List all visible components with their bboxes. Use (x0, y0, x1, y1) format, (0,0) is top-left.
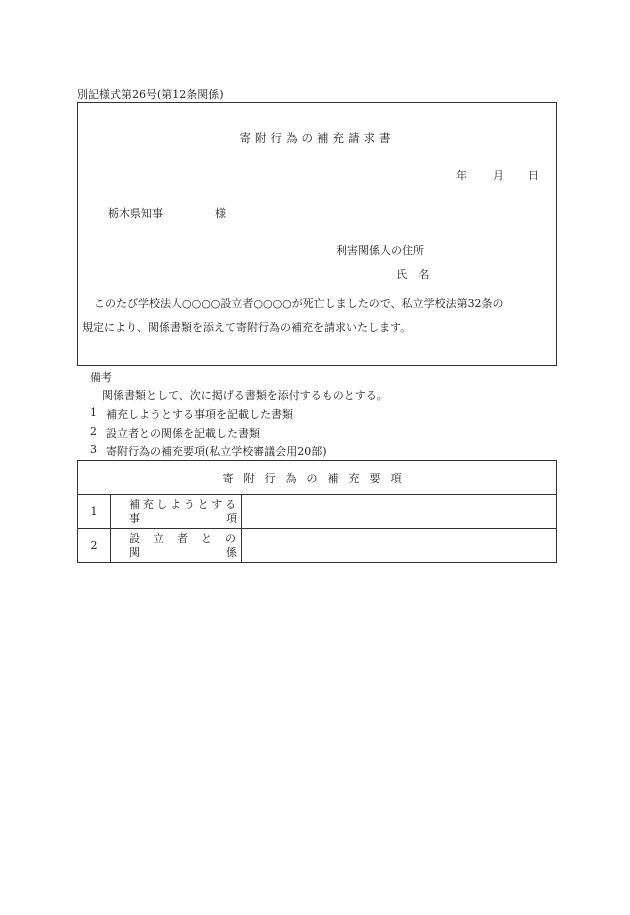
row-label-line2: 事項 (129, 511, 237, 525)
request-title: 寄附行為の補充請求書 (239, 131, 395, 145)
notes-heading: 備考 (90, 371, 112, 384)
request-form-box (77, 102, 557, 366)
date-year: 年 (456, 169, 467, 182)
row-number: 1 (78, 495, 111, 529)
address-label: 利害関係人の住所 (336, 244, 424, 257)
notes-item-text: 設立者との関係を記載した書類 (106, 427, 260, 440)
addressee: 栃木県知事 (108, 207, 163, 220)
table-row (78, 529, 557, 563)
notes-item-no: 1 (90, 406, 97, 419)
addressee-suffix: 様 (215, 207, 226, 220)
notes-item-text: 補充しようとする事項を記載した書類 (106, 408, 293, 421)
name-label: 氏 名 (396, 268, 434, 281)
row-label (111, 495, 242, 529)
row-label-line1: 設立者との (129, 531, 237, 545)
body-line-1: このたび学校法人○○○○設立者○○○○が死亡しましたので、私立学校法第32条の (94, 297, 504, 310)
table-header-row (78, 461, 557, 495)
row-value-field[interactable] (242, 495, 557, 529)
row-label-line1: 補充しようとする (129, 497, 237, 511)
row-label (111, 529, 242, 563)
row-value-field[interactable] (242, 529, 557, 563)
notes-item-no: 2 (90, 425, 97, 438)
date-month: 月 (493, 169, 504, 182)
date-day: 日 (528, 169, 539, 182)
form-number: 別記様式第26号(第12条関係) (77, 88, 224, 101)
notes-item-no: 3 (90, 443, 97, 456)
notes-item-text: 寄附行為の補充要項(私立学校審議会用20部) (106, 445, 327, 458)
requirements-table (77, 460, 557, 563)
table-row (78, 495, 557, 529)
row-label-line2: 関係 (129, 545, 237, 559)
body-line-2: 規定により、関係書類を添えて寄附行為の補充を請求いたします。 (82, 321, 412, 334)
table-title: 寄附行為の補充要項 (78, 461, 557, 495)
notes-intro: 関係書類として、次に掲げる書類を添付するものとする。 (102, 389, 388, 402)
row-number: 2 (78, 529, 111, 563)
